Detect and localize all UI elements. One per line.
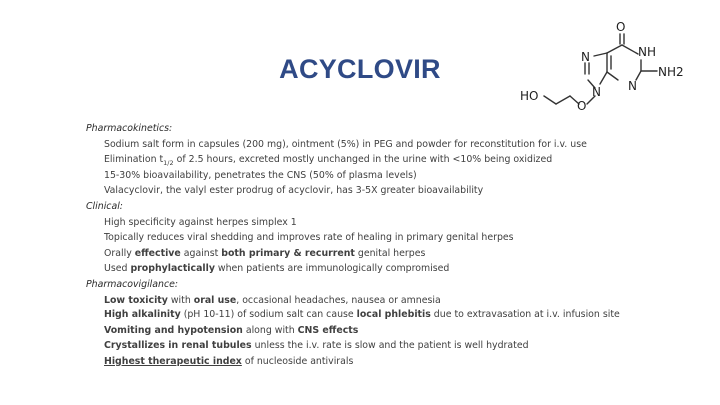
section-heading-pharmacovigilance: Pharmacovigilance: [86,278,179,290]
atom-n-imidazole-top: N [581,50,590,64]
section-heading-clinical: Clinical: [86,200,123,212]
pk-elimination-line: Elimination $t_{1/2}$ of 2.5 hours, excreted mostly unchanged in the urine with <10% being oxidized [104,154,553,168]
acyclovir-structure-diagram [508,16,708,116]
vig-vomiting-line: Vomiting and hypotension along with CNS effects [104,324,359,336]
half-life-subscript: 1/2 [163,159,174,168]
clinical-prophylaxis-line: Used prophylactically when patients are immunologically compromised [104,263,450,275]
clinical-topical-line: Topically reduces viral shedding and improves rate of healing in primary genital herpes [104,232,514,244]
atom-o-ether: O [577,99,587,113]
slide-title: ACYCLOVIR [279,54,441,84]
slide-body [86,121,686,369]
clinical-specificity-line: High specificity against herpes simplex 1 [104,216,297,228]
atom-o-carbonyl: O [616,20,626,34]
pk-valacyclovir-line: Valacyclovir, the valyl ester prodrug of acyclovir, has 3-5X greater bioavailability [104,185,484,197]
vig-therapeutic-index-line: Highest therapeutic index of nucleoside antivirals [104,355,354,367]
atom-n-imidazole-bottom: N [592,85,601,99]
vig-alkalinity-line: High alkalinity (pH 10-11) of sodium salt can cause local phlebitis due to extravasation at i.v. infusion site [104,309,620,321]
atom-nh: NH [638,45,656,59]
atom-nh2: NH2 [658,65,684,79]
clinical-oral-line: Orally effective against both primary & recurrent genital herpes [104,247,426,259]
atom-ho: HO [520,89,539,103]
atom-n-pyrimidine: N [628,79,637,93]
vig-toxicity-line: Low toxicity with oral use, occasional headaches, nausea or amnesia [104,294,441,306]
section-heading-pharmacokinetics: Pharmacokinetics: [86,123,173,134]
pk-formulation-line: Sodium salt form in capsules (200 mg), ointment (5%) in PEG and powder for reconstitution for i.v. use [104,138,587,150]
pk-bioavailability-line: 15-30% bioavailability, penetrates the CNS (50% of plasma levels) [104,169,417,181]
vig-crystallization-line: Crystallizes in renal tubules unless the i.v. rate is slow and the patient is well hydrated [104,340,529,352]
